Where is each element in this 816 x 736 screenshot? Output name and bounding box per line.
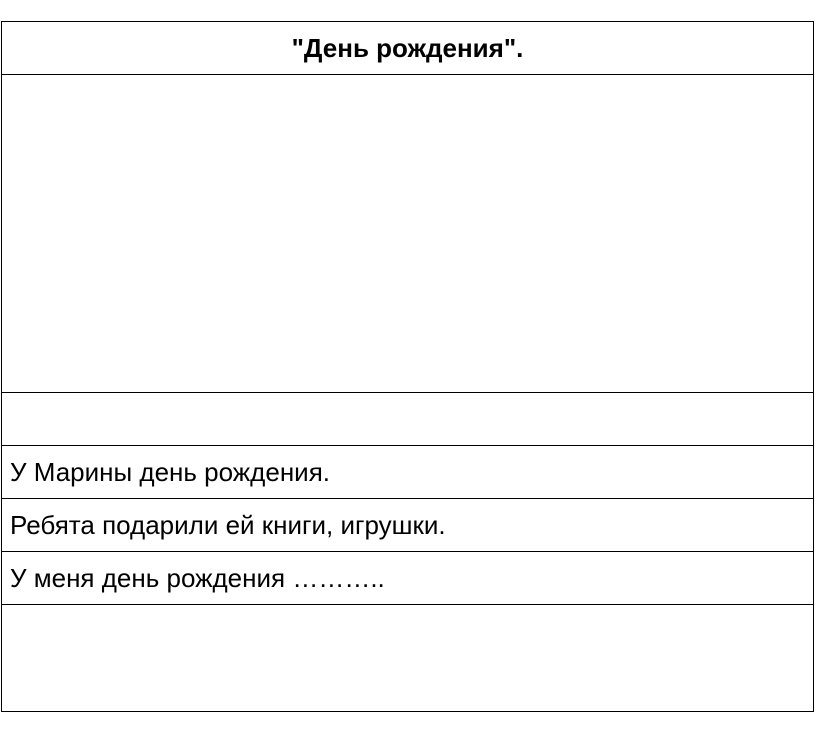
title-row [2,22,814,75]
bottom-blank-row [2,605,814,712]
empty-bottom-cell [2,605,814,712]
empty-cell [2,393,814,446]
empty-picture-cell [2,75,814,393]
worksheet-title: "День рождения". [2,22,814,75]
sentence-1: У Марины день рождения. [2,446,814,499]
sentence-row [2,446,814,499]
blank-row [2,393,814,446]
sentence-2: Ребята подарили ей книги, игрушки. [2,499,814,552]
sentence-3: У меня день рождения ……….. [2,552,814,605]
worksheet-table [1,21,814,712]
sentence-row [2,499,814,552]
sentence-row [2,552,814,605]
picture-area-row [2,75,814,393]
